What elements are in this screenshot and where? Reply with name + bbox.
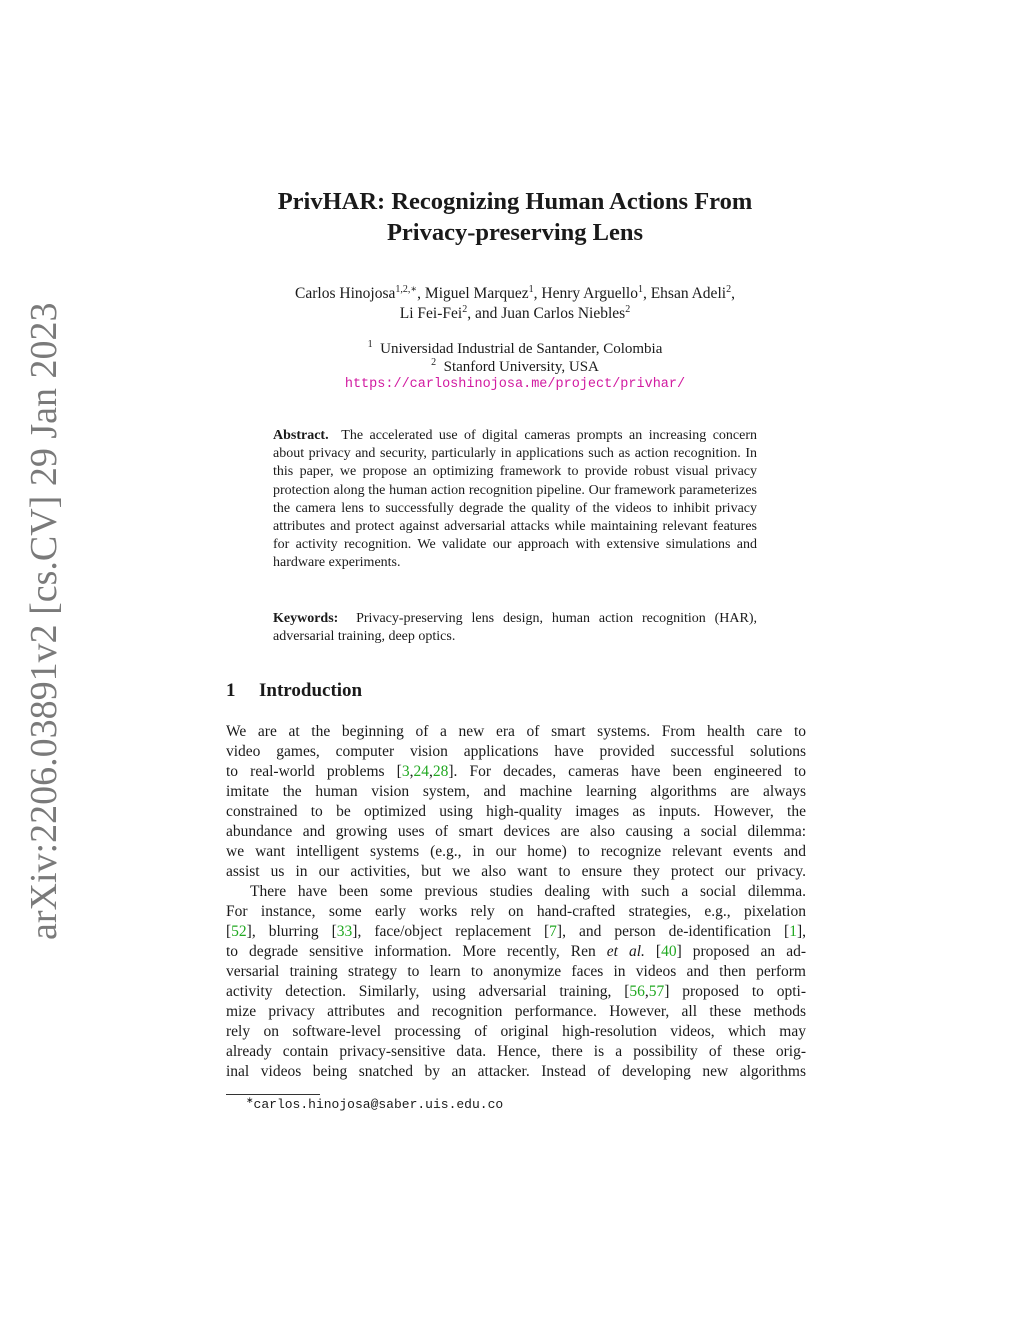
affiliations	[220, 340, 810, 394]
text-line: activity detection. Similarly, using adversarial training, [56,57] proposed to opti-	[226, 983, 806, 1000]
footnote: ∗carlos.hinojosa@saber.uis.edu.co	[246, 1095, 504, 1112]
text-line: For instance, some early works rely on hand-crafted strategies, e.g., pixelation	[226, 903, 806, 920]
citation-link[interactable]: 24	[413, 763, 429, 780]
text-line: There have been some previous studies dealing with such a social dilemma.	[250, 883, 806, 900]
abstract	[273, 427, 757, 573]
citation-link[interactable]: 52	[231, 923, 247, 940]
text-line: constrained to be optimized using high-quality images as inputs. However, the	[226, 803, 806, 820]
text-line: already contain privacy-sensitive data. Hence, there is a possibility of these orig-	[226, 1043, 806, 1060]
title-line-2: Privacy-preserving Lens	[386, 219, 644, 246]
text-line: to degrade sensitive information. More recently, Ren et al. [40] proposed an ad-	[226, 943, 806, 960]
project-url-link[interactable]: https://carloshinojosa.me/project/privhar/	[344, 377, 686, 392]
keywords-text: Privacy-preserving lens design, human action recognition (HAR), adversarial training, deep optics.	[273, 611, 758, 645]
affiliation-1: $^1$ Universidad Industrial de Santander, Colombia	[367, 339, 663, 357]
intro-paragraph-2	[226, 882, 806, 1082]
footnote-rule	[226, 1094, 320, 1095]
abstract-text: The accelerated use of digital cameras prompts an increasing concern about privacy and security, particularly in applications such as action recognition. In this paper, we propose an optimizing framework to provide robust visual privacy protection along the human action recognition pipeline. Our framework parameterizes the camera lens to successfully degrade the quality of the videos to inhibit privacy attributes and protect against adversarial attacks while maintaining relevant features for activity recognition. We validate our approach with extensive simulations and hardware experiments.	[273, 428, 757, 571]
citation-link[interactable]: 3	[401, 763, 410, 780]
abstract-label: Abstract.	[273, 428, 329, 443]
footnote-email[interactable]: carlos.hinojosa@saber.uis.edu.co	[253, 1097, 504, 1112]
paper-title	[220, 186, 810, 248]
citation-link[interactable]: 7	[549, 923, 557, 940]
citation-link[interactable]: 40	[661, 943, 677, 960]
section-title: Introduction	[259, 680, 363, 701]
section-heading	[226, 680, 362, 702]
text-line: video games, computer vision applications have provided successful solutions	[226, 743, 806, 760]
author-list	[220, 284, 810, 324]
citation-link[interactable]: 56	[629, 983, 645, 1000]
keywords	[273, 610, 757, 646]
title-line-1: PrivHAR: Recognizing Human Actions From	[277, 188, 753, 215]
citation-link[interactable]: 57	[648, 983, 665, 1000]
text-line: imitate the human vision system, and machine learning algorithms are always	[226, 783, 806, 800]
text-line: versarial training strategy to learn to anonymize faces in videos and then perform	[226, 963, 806, 980]
text-line: [52], blurring [33], face/object replacement [7], and person de-identification [1],	[226, 923, 807, 940]
author-line-2: Li Fei-Fei$^2$, and Juan Carlos Niebles$^2$	[399, 304, 631, 322]
citation-link[interactable]: 28	[432, 763, 449, 780]
arxiv-identifier: arXiv:2206.03891v2 [cs.CV] 29 Jan 2023	[23, 302, 65, 940]
author-line-1: Carlos Hinojosa$^{1,2,∗}$, Miguel Marquez$^1$, Henry Arguello$^1$, Ehsan Adeli$^2$,	[295, 284, 735, 302]
text-line: mize privacy attributes and recognition performance. However, all these methods	[226, 1003, 806, 1020]
text-line: abundance and growing uses of smart devices are also causing a social dilemma:	[226, 823, 806, 840]
text-line: inal videos being snatched by an attacker. Instead of developing new algorithms	[226, 1063, 806, 1080]
text-line: assist us in our activities, but we also want to ensure they protect our privacy.	[226, 863, 806, 880]
keywords-label: Keywords:	[273, 611, 339, 626]
citation-link[interactable]: 33	[336, 923, 353, 940]
text-line: rely on software-level processing of original high-resolution videos, which may	[226, 1023, 806, 1040]
intro-paragraph-1	[226, 722, 806, 882]
citation-link[interactable]: 1	[789, 923, 797, 940]
affiliation-2: $^2$ Stanford University, USA	[431, 357, 599, 375]
text-line: to real-world problems [3,24,28]. For decades, cameras have been engineered to	[226, 763, 806, 780]
text-line: We are at the beginning of a new era of smart systems. From health care to	[226, 723, 806, 740]
text-line: we want intelligent systems (e.g., in our home) to recognize relevant events and	[226, 843, 806, 860]
section-number: 1	[226, 680, 236, 701]
